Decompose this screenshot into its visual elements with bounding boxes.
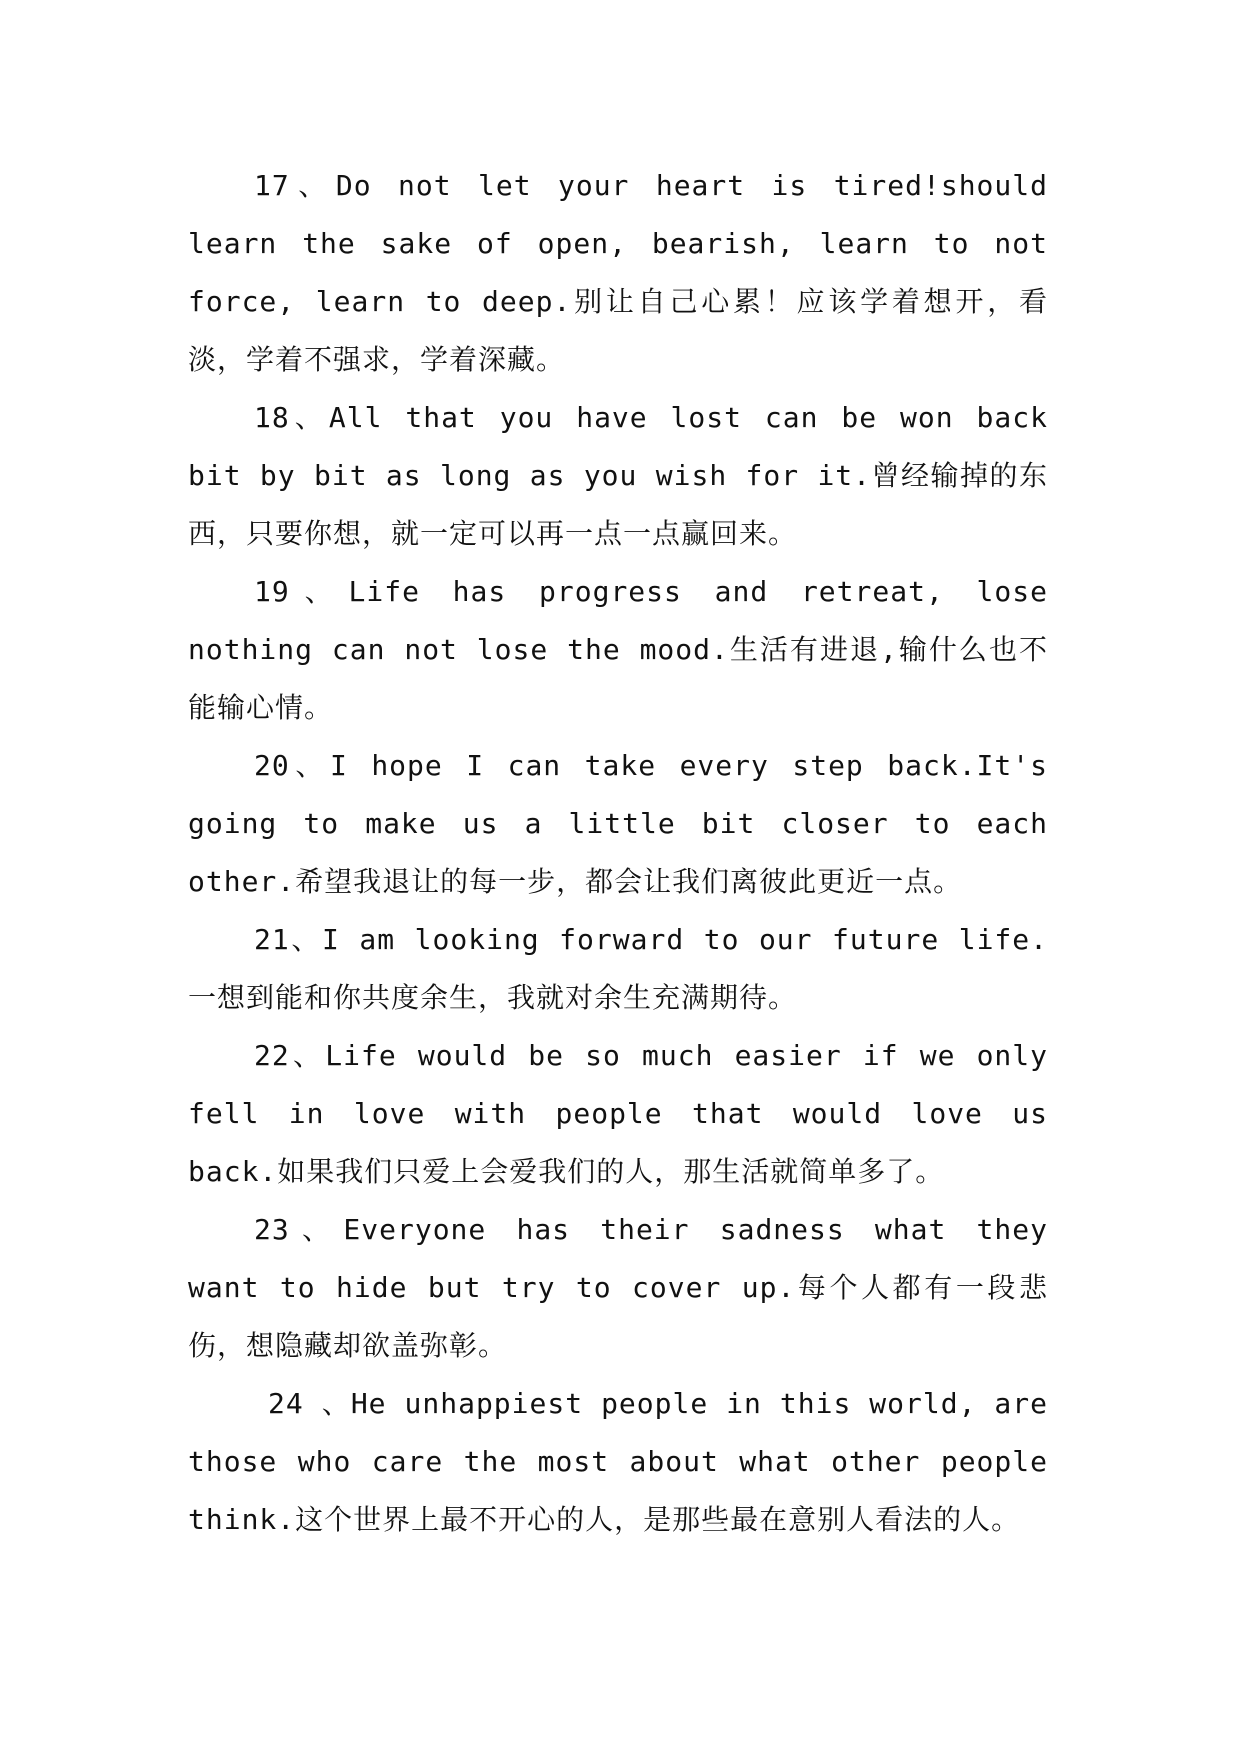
quote-paragraph-18: 18、All that you have lost can be won back bit by bit as long as you wish for it.曾经输掉的东西，只要你想，就一定可以再一点一点赢回来。 [188,401,1048,550]
quote-paragraph-17: 17、Do not let your heart is tired!should learn the sake of open, bearish, learn to not force, learn to deep.别让自己心累！应该学着想开，看淡，学着不强求，学着深藏。 [188,169,1048,376]
quote-paragraph-19: 19、Life has progress and retreat, lose nothing can not lose the mood.生活有进退,输什么也不能输心情。 [188,575,1048,724]
quote-paragraph-22: 22、Life would be so much easier if we only fell in love with people that would love us back.如果我们只爱上会爱我们的人，那生活就简单多了。 [188,1039,1048,1188]
quote-paragraph-21: 21、I am looking forward to our future life.一想到能和你共度余生，我就对余生充满期待。 [188,923,1048,1014]
quote-paragraph-24: 24 、He unhappiest people in this world, are those who care the most about what other people think.这个世界上最不开心的人，是那些最在意别人看法的人。 [188,1387,1048,1536]
quote-paragraph-20: 20、I hope I can take every step back.It's going to make us a little bit closer to each other.希望我退让的每一步，都会让我们离彼此更近一点。 [188,749,1048,898]
document-body [188,157,1048,1549]
quote-paragraph-23: 23、Everyone has their sadness what they want to hide but try to cover up.每个人都有一段悲伤，想隐藏却欲盖弥彰。 [188,1213,1048,1362]
